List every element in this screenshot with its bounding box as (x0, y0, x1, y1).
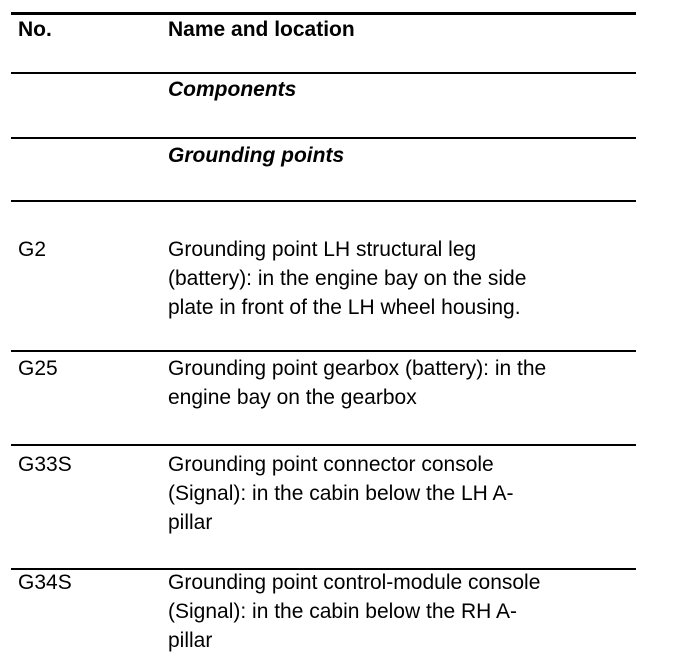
row-description: Grounding point gearbox (battery): in the engine bay on the gearbox (168, 357, 547, 409)
row-divider (11, 444, 636, 446)
column-header-no: No. (18, 18, 52, 41)
header-divider (11, 72, 636, 74)
row-description: Grounding point connector console (Signal): in the cabin below the LH A- pillar (168, 453, 514, 534)
row-number: G33S (18, 453, 72, 476)
row-description: Grounding point control-module console (Signal): in the cabin below the RH A- pillar (168, 571, 541, 652)
row-number: G25 (18, 357, 58, 380)
section-divider (11, 137, 636, 139)
row-description: Grounding point LH structural leg (battery): in the engine bay on the side plate in front of the LH wheel housing. (168, 238, 527, 319)
row-number: G34S (18, 571, 72, 594)
section-divider (11, 200, 636, 202)
column-header-name: Name and location (168, 18, 355, 41)
section-heading-grounding-points: Grounding points (168, 144, 345, 167)
row-divider (11, 350, 636, 352)
row-number: G2 (18, 238, 47, 261)
section-heading-components: Components (168, 78, 297, 101)
